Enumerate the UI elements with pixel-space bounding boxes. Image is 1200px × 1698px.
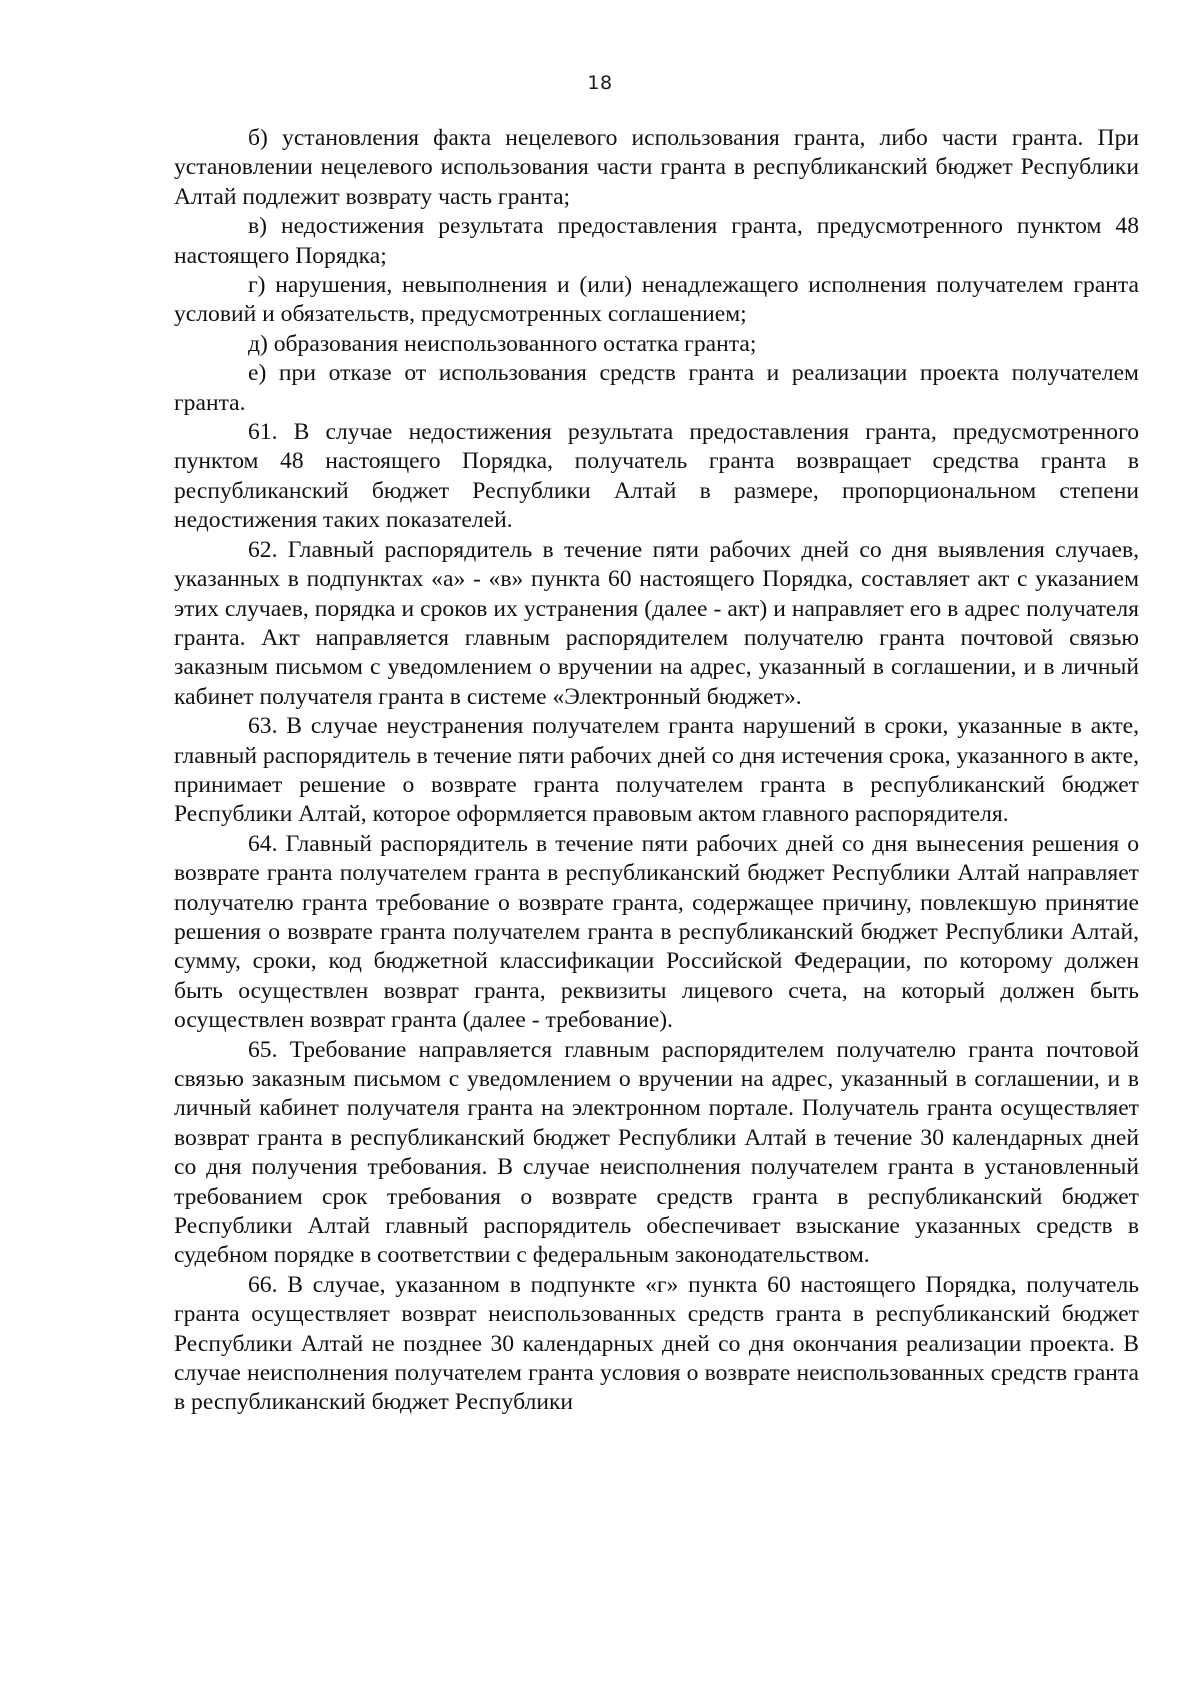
page-number: 18 xyxy=(587,72,613,94)
clause-65: 65. Требование направляется главным распорядителем получателю гранта почтовой связью заказным письмом с уведомлением о вручении на адрес, указанный в соглашении, и в личный кабинет получателя гранта на электронном портале. Получатель гранта осуществляет возврат гранта в республиканский бюджет Республики Алтай в течение 30 календарных дней со дня получения требования. В случае неисполнения получателем гранта в установленный требованием срок требования о возврате средств гранта в республиканский бюджет Республики Алтай главный распорядитель обеспечивает взыскание указанных средств в судебном порядке в соответствии с федеральным законодательством. xyxy=(174,1036,1139,1269)
clause-62: 62. Главный распорядитель в течение пяти рабочих дней со дня выявления случаев, указанных в подпунктах «а» - «в» пункта 60 настоящего Порядка, составляет акт с указанием этих случаев, порядка и сроков их устранения (далее - акт) и направляет его в адрес получателя гранта. Акт направляется главным распорядителем получателю гранта почтовой связью заказным письмом с уведомлением о вручении на адрес, указанный в соглашении, и в личный кабинет получателя гранта в системе «Электронный бюджет». xyxy=(174,536,1139,710)
subclause-v: в) недостижения результата предоставления гранта, предусмотренного пунктом 48 настоящего Порядка; xyxy=(174,213,1139,269)
subclause-d: д) образования неиспользованного остатка гранта; xyxy=(248,330,757,357)
clause-64: 64. Главный распорядитель в течение пяти рабочих дней со дня вынесения решения о возврате гранта получателем гранта в республиканский бюджет Республики Алтай направляет получателю гранта требование о возврате гранта, содержащее причину, повлекшую принятие решения о возврате гранта получателем гранта в республиканский бюджет Республики Алтай, сумму, сроки, код бюджетной классификации Российской Федерации, по которому должен быть осуществлен возврат гранта, реквизиты лицевого счета, на который должен быть осуществлен возврат гранта (далее - требование). xyxy=(174,830,1139,1034)
subclause-b: б) установления факта нецелевого использования гранта, либо части гранта. При установлении нецелевого использования части гранта в республиканский бюджет Республики Алтай подлежит возврату часть гранта; xyxy=(174,125,1139,210)
subclause-g: г) нарушения, невыполнения и (или) ненадлежащего исполнения получателем гранта условий и обязательств, предусмотренных соглашением; xyxy=(174,272,1139,328)
subclause-e: е) при отказе от использования средств гранта и реализации проекта получателем гранта. xyxy=(174,360,1139,416)
clause-66: 66. В случае, указанном в подпункте «г» пункта 60 настоящего Порядка, получатель гранта осуществляет возврат неиспользованных средств гранта в республиканский бюджет Республики Алтай не позднее 30 календарных дней со дня окончания реализации проекта. В случае неисполнения получателем гранта условия о возврате неиспользованных средств гранта в республиканский бюджет Республики xyxy=(174,1271,1139,1416)
clause-63: 63. В случае неустранения получателем гранта нарушений в сроки, указанные в акте, главный распорядитель в течение пяти рабочих дней со дня истечения срока, указанного в акте, принимает решение о возврате гранта получателем гранта в республиканский бюджет Республики Алтай, которое оформляется правовым актом главного распорядителя. xyxy=(174,713,1139,828)
clause-61: 61. В случае недостижения результата предоставления гранта, предусмотренного пунктом 48 настоящего Порядка, получатель гранта возвращает средства гранта в республиканский бюджет Республики Алтай в размере, пропорциональном степени недостижения таких показателей. xyxy=(174,419,1139,534)
document-body xyxy=(174,124,1139,1418)
